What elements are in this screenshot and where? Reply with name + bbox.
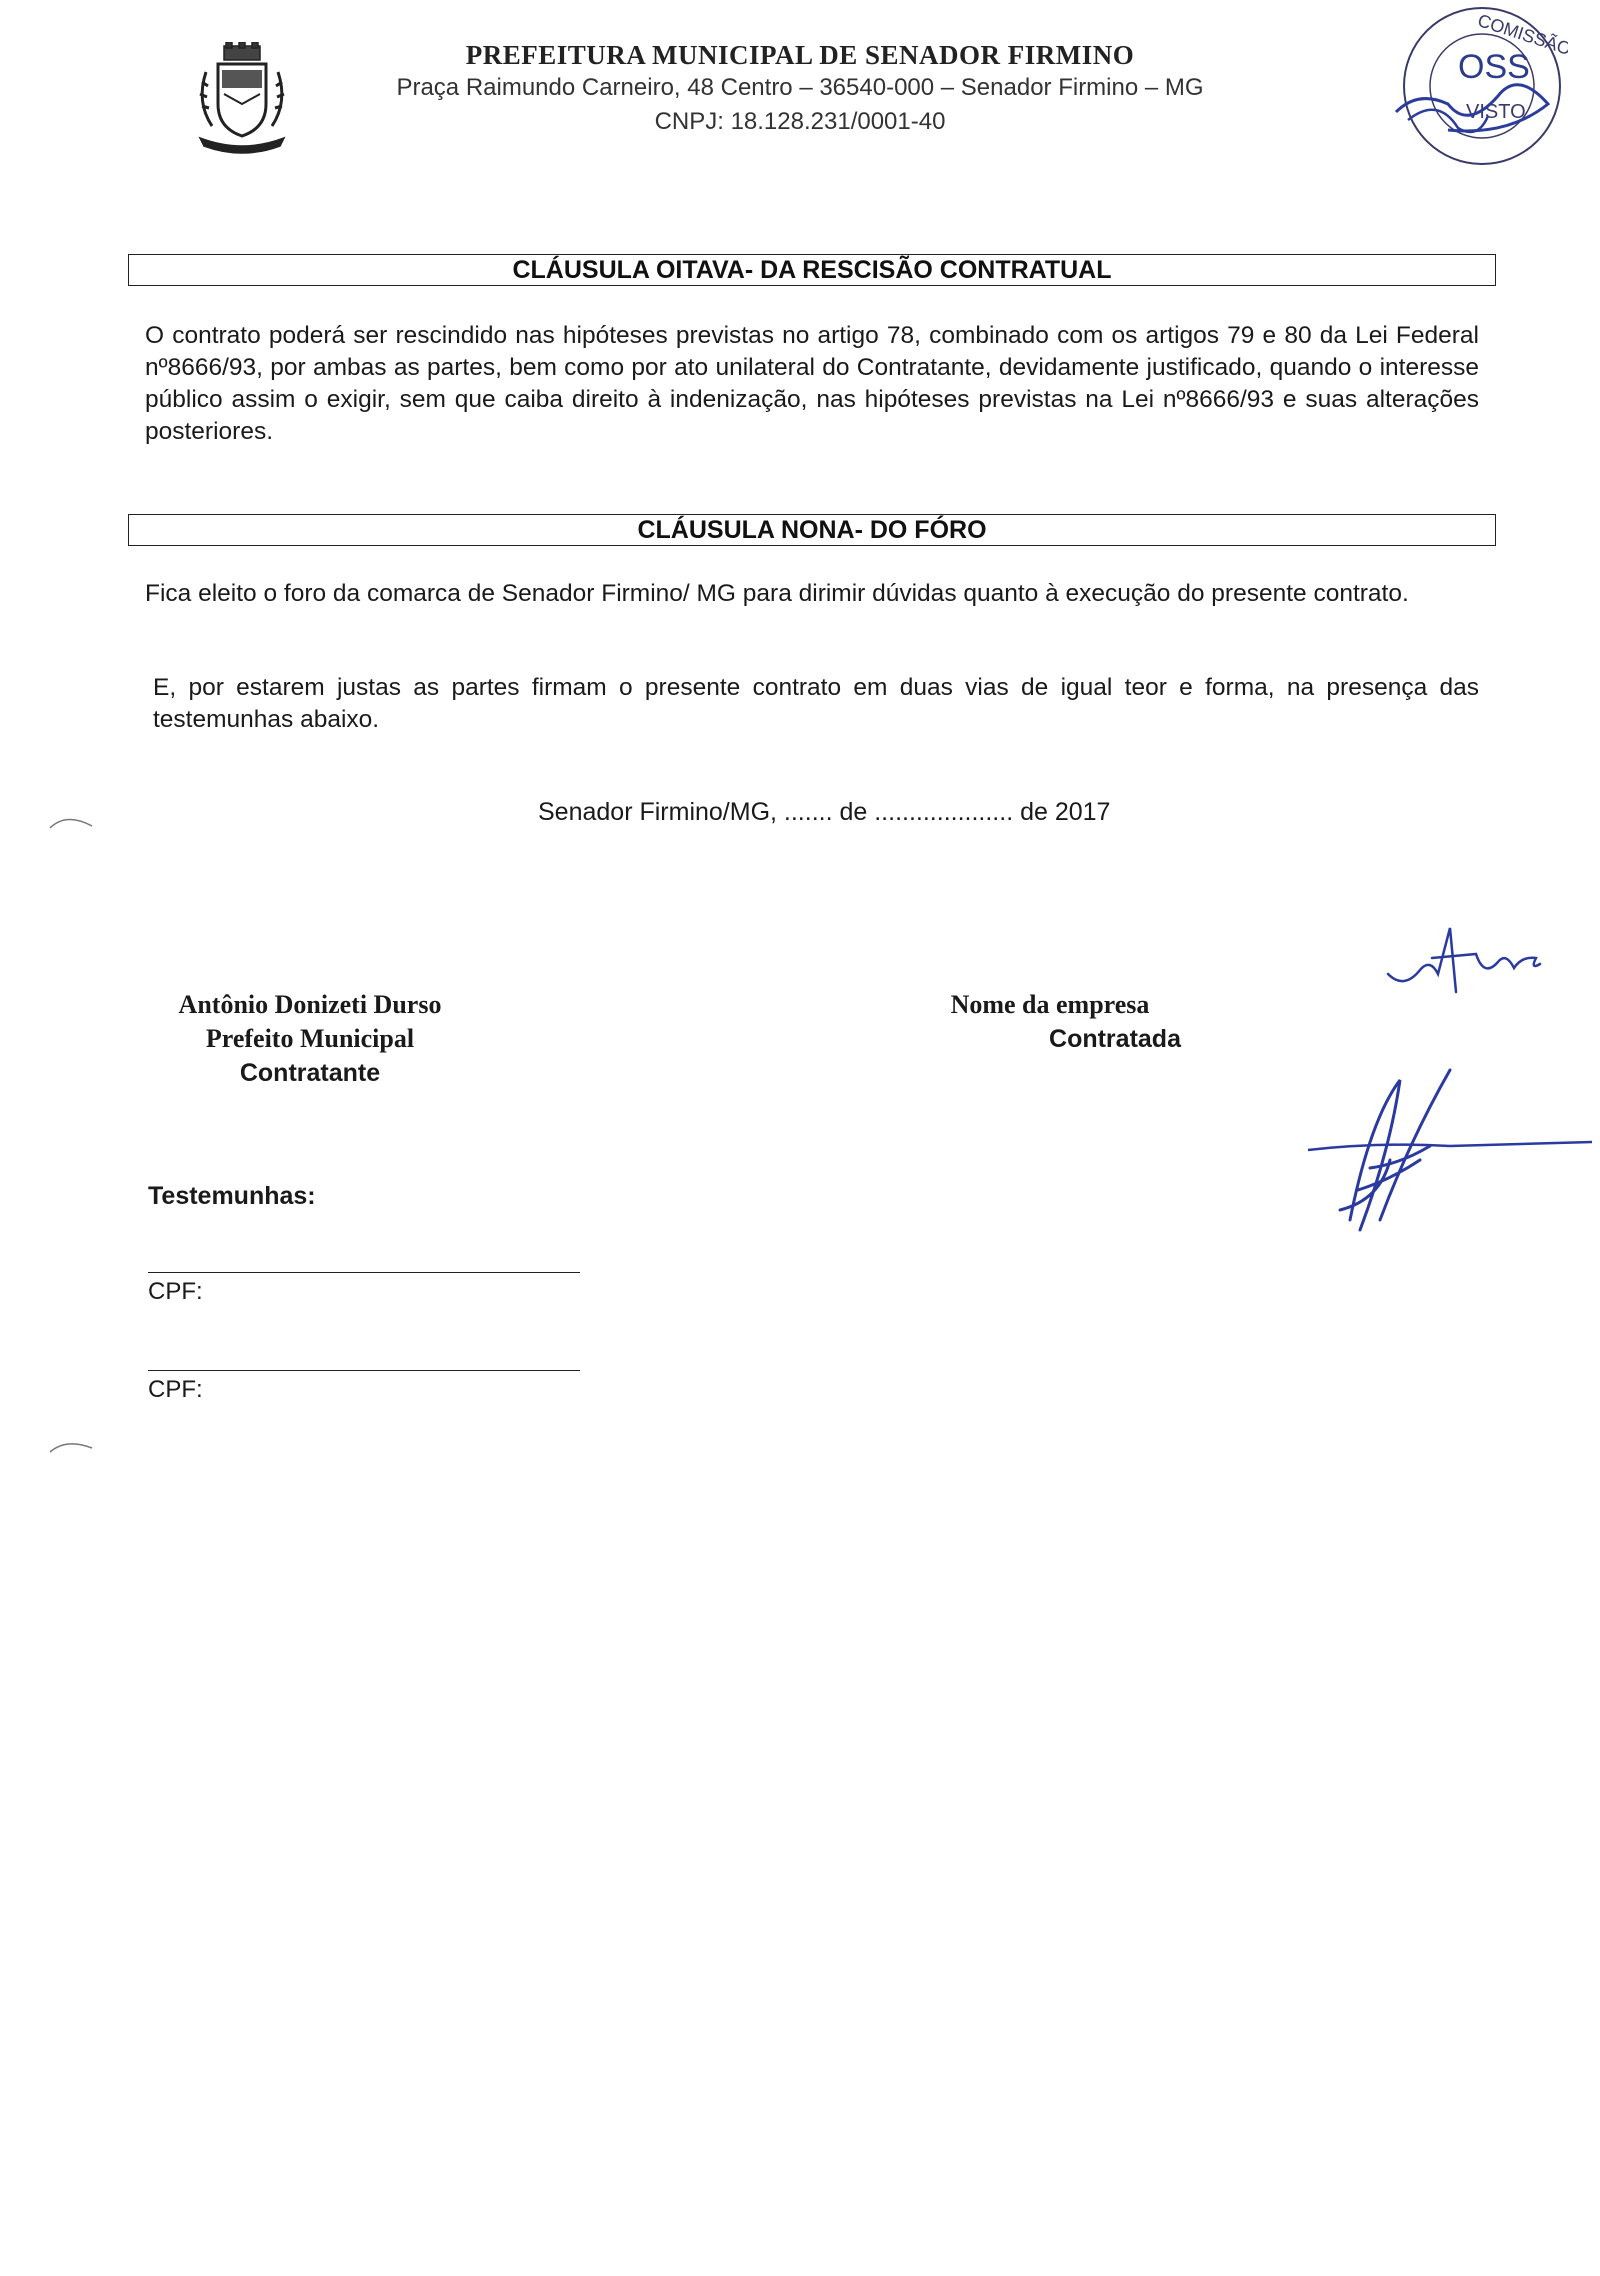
commission-stamp xyxy=(1388,0,1568,178)
contractor-signature-block xyxy=(120,988,500,1090)
clause-nine-title: CLÁUSULA NONA- DO FÓRO xyxy=(637,516,987,544)
clause-nine-header xyxy=(128,514,1496,546)
municipality-cnpj: CNPJ: 18.128.231/0001-40 xyxy=(654,108,946,135)
clause-eight-text: O contrato poderá ser rescindido nas hipóteses previstas no artigo 78, combinado com os artigos 79 e 80 da Lei Federal nº8666/93, por ambas as partes, bem como por ato unilateral do Contratante, devidamente justificado, quando o interesse público assim o exigir, sem que caiba direito à indenização, nas hipóteses previstas na Lei nº8666/93 e suas alterações posteriores. xyxy=(145,322,1479,445)
mayor-title: Prefeito Municipal xyxy=(205,1024,415,1053)
date-line: Senador Firmino/MG, ....... de .................... de 2017 xyxy=(538,798,1111,826)
handwritten-signature xyxy=(1300,1060,1600,1240)
municipality-address: Praça Raimundo Carneiro, 48 Centro – 36540-000 – Senador Firmino – MG xyxy=(396,74,1204,101)
svg-text:VISTO: VISTO xyxy=(1466,101,1526,123)
witness-one-cpf-label: CPF: xyxy=(148,1278,203,1305)
closing-paragraph xyxy=(145,672,1479,736)
scan-mark-two xyxy=(48,1432,96,1456)
handwritten-initials xyxy=(1380,918,1550,998)
contracted-role: Contratada xyxy=(1049,1025,1181,1053)
company-name: Nome da empresa xyxy=(950,990,1150,1019)
contracted-signature-block xyxy=(880,988,1260,1056)
witness-two-cpf-label: CPF: xyxy=(148,1376,203,1403)
contractor-role: Contratante xyxy=(239,1059,381,1087)
scan-mark-one xyxy=(48,808,96,832)
clause-eight-body xyxy=(145,320,1479,448)
mayor-name: Antônio Donizeti Durso xyxy=(178,990,442,1019)
witness-one-signature-line xyxy=(148,1272,580,1273)
closing-text: E, por estarem justas as partes firmam o presente contrato em duas vias de igual teor e forma, na presença das testemunhas abaixo. xyxy=(153,674,1479,733)
clause-nine-text: Fica eleito o foro da comarca de Senador Firmino/ MG para dirimir dúvidas quanto à execução do presente contrato. xyxy=(145,580,1409,607)
svg-text:OSS: OSS xyxy=(1458,48,1530,86)
witness-two-signature-line xyxy=(148,1370,580,1371)
witnesses-label: Testemunhas: xyxy=(148,1182,316,1210)
clause-eight-header xyxy=(128,254,1496,286)
municipality-title: PREFEITURA MUNICIPAL DE SENADOR FIRMINO xyxy=(465,40,1135,70)
clause-nine-body xyxy=(145,578,1479,610)
clause-eight-title: CLÁUSULA OITAVA- DA RESCISÃO CONTRATUAL xyxy=(512,256,1112,284)
svg-text:COMISSÃO: COMISSÃO xyxy=(1475,10,1568,60)
